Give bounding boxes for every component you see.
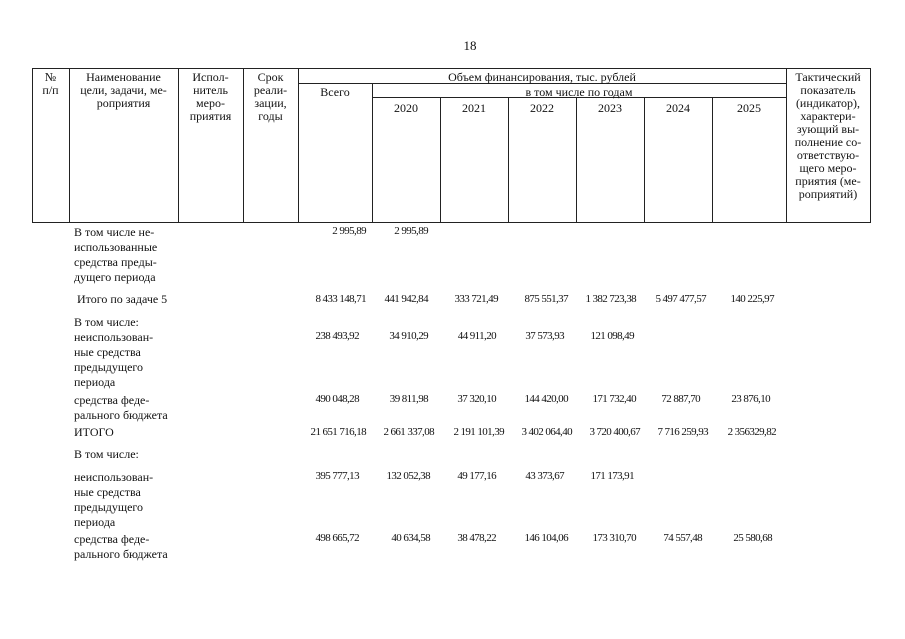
row-label: средства феде- рального бюджета (74, 532, 168, 561)
row-value-2020: 2 995,89 (394, 225, 428, 237)
row-value-2020: 40 634,58 (391, 532, 430, 544)
row-label: неиспользован- ные средства предыдущего периода (74, 470, 154, 529)
row-label: В том числе: (74, 447, 139, 461)
header-year: 2024 (666, 101, 690, 115)
row-value-2023: 121 098,49 (590, 330, 634, 342)
row-value-2020: 34 910,29 (389, 330, 428, 342)
row-total: 2 995,89 (332, 225, 366, 237)
header-executor: Испол- нитель меро- приятия (189, 70, 232, 123)
row-value-2025: 23 876,10 (731, 393, 770, 405)
row-value-2022: 146 104,06 (524, 532, 568, 544)
row-value-2022: 43 373,67 (525, 470, 564, 482)
row-label: средства феде- рального бюджета (74, 393, 168, 422)
header-year: 2021 (462, 101, 486, 115)
row-total: 498 665,72 (315, 532, 359, 544)
row-value-2025: 2 356329,82 (727, 426, 776, 438)
row-value-2023: 171 173,91 (590, 470, 634, 482)
row-label: В том числе: (74, 315, 139, 329)
row-value-2020: 441 942,84 (384, 293, 428, 305)
header-year: 2020 (394, 101, 418, 115)
row-value-2022: 144 420,00 (524, 393, 568, 405)
row-value-2020: 2 661 337,08 (383, 426, 434, 438)
header-name: Наименование цели, задачи, ме- роприятия (80, 70, 167, 110)
row-total: 21 651 716,18 (310, 426, 366, 438)
header-term: Срок реали- зации, годы (253, 70, 288, 123)
header-top-line (32, 68, 870, 69)
header-number: № п/п (42, 70, 59, 97)
row-value-2024: 7 716 259,93 (657, 426, 708, 438)
row-value-2020: 132 052,38 (386, 470, 430, 482)
row-value-2021: 333 721,49 (454, 293, 498, 305)
row-value-2023: 173 310,70 (592, 532, 636, 544)
col-border (870, 68, 871, 223)
header-year: 2025 (737, 101, 761, 115)
row-value-2022: 875 551,37 (524, 293, 568, 305)
row-value-2024: 74 557,48 (663, 532, 702, 544)
row-value-2024: 72 887,70 (661, 393, 700, 405)
header-funding: Объем финансирования, тыс. рублей (448, 70, 636, 84)
row-total: 490 048,28 (315, 393, 359, 405)
row-value-2022: 3 402 064,40 (521, 426, 572, 438)
row-value-2023: 3 720 400,67 (589, 426, 640, 438)
header-indicator: Тактический показатель (индикатор), характери- зующий вы- полнение со- ответствую- щего меро- приятия (ме- роприятий) (794, 70, 862, 201)
row-value-2021: 38 478,22 (457, 532, 496, 544)
row-value-2020: 39 811,98 (389, 393, 428, 405)
header-total: Всего (320, 85, 350, 99)
header-year: 2022 (530, 101, 554, 115)
row-value-2021: 44 911,20 (457, 330, 496, 342)
row-total: 8 433 148,71 (315, 293, 366, 305)
header-year: 2023 (598, 101, 622, 115)
row-value-2021: 2 191 101,39 (453, 426, 504, 438)
row-label: Итого по задаче 5 (77, 292, 168, 306)
row-value-2024: 5 497 477,57 (655, 293, 706, 305)
page-number: 18 (463, 38, 477, 53)
row-value-2023: 1 382 723,38 (585, 293, 636, 305)
row-label: неиспользован- ные средства предыдущего периода (74, 330, 154, 389)
row-total: 238 493,92 (315, 330, 359, 342)
row-value-2022: 37 573,93 (525, 330, 564, 342)
header-bottom-line (32, 222, 870, 223)
header-by-years: в том числе по годам (525, 85, 633, 99)
row-value-2023: 171 732,40 (592, 393, 636, 405)
row-value-2021: 49 177,16 (457, 470, 496, 482)
row-value-2025: 25 580,68 (733, 532, 772, 544)
row-label: ИТОГО (74, 425, 114, 439)
row-value-2021: 37 320,10 (457, 393, 496, 405)
row-total: 395 777,13 (315, 470, 359, 482)
row-value-2025: 140 225,97 (730, 293, 774, 305)
row-label: В том числе не- использованные средства преды- дущего периода (74, 225, 158, 284)
